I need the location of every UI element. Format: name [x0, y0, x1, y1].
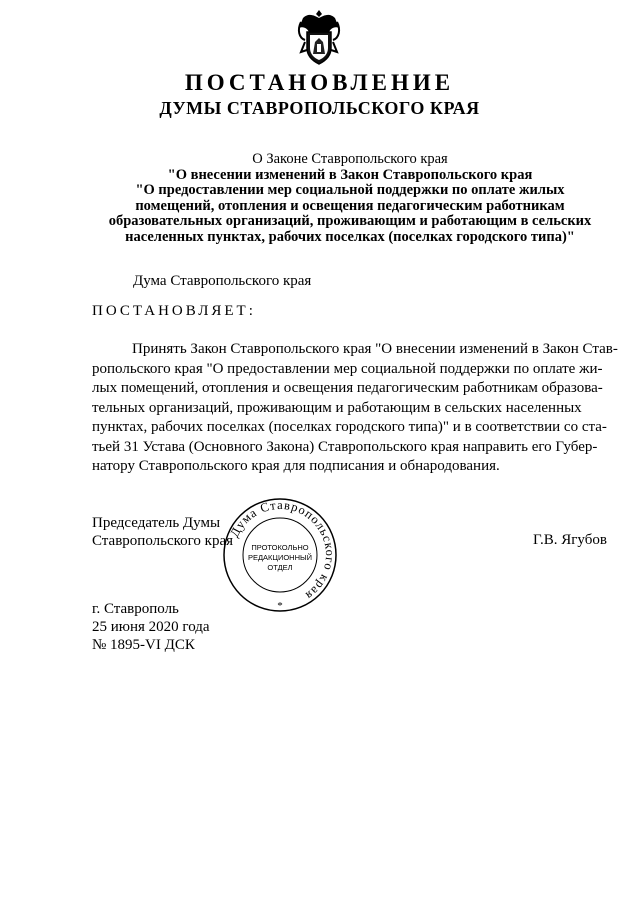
- law-title-line: "О предоставлении мер социальной поддержки по оплате жилых: [135, 182, 565, 198]
- signatory-position-line: Председатель Думы: [92, 515, 221, 531]
- stamp-ring-text: Дума Ставропольского края: [227, 497, 338, 604]
- footer-date: 25 июня 2020 года: [92, 619, 210, 635]
- footer-number: № 1895-VI ДСК: [92, 637, 195, 653]
- signatory-position: [92, 514, 233, 550]
- law-title-line: "О внесении изменений в Закон Ставропольского края: [167, 166, 533, 183]
- document-subtitle: ДУМЫ СТАВРОПОЛЬСКОГО КРАЯ: [159, 98, 480, 118]
- law-title-line: помещений, отопления и освещения педагогическим работникам: [135, 197, 565, 214]
- decree-body: [92, 340, 618, 477]
- document-title: ПОСТАНОВЛЕНИЕ: [184, 70, 455, 95]
- stamp-inner-line: ОТДЕЛ: [267, 563, 293, 572]
- body-line: тьей 31 Устава (Основного Закона) Ставропольского края направить его Губер-: [92, 438, 598, 455]
- body-line: натору Ставропольского края для подписания и обнародования.: [92, 458, 500, 474]
- signatory-position-line: Ставропольского края: [92, 533, 233, 549]
- law-title-line: населенных пунктах, рабочих поселках (поселках городского типа)": [125, 228, 575, 245]
- law-title-line: О Законе Ставропольского края: [252, 151, 448, 167]
- body-line: пунктах, рабочих поселках (поселках городского типа)" и в соответствии со ста-: [92, 419, 607, 435]
- law-title: [60, 152, 639, 245]
- official-stamp: [221, 496, 339, 614]
- decree-word: ПОСТАНОВЛЯЕТ:: [92, 303, 256, 319]
- document-footer: [92, 600, 210, 654]
- stamp-inner-line: РЕДАКЦИОННЫЙ: [247, 553, 313, 562]
- body-line: лых помещений, отопления и освещения педагогическим работникам образова-: [92, 380, 603, 396]
- stamp-inner-line: ПРОТОКОЛЬНО: [251, 543, 309, 552]
- body-line: Принять Закон Ставропольского края "О внесении изменений в Закон Став-: [132, 341, 618, 357]
- stamp-star: *: [277, 600, 283, 612]
- body-line: ропольского края "О предоставлении мер социальной поддержки по оплате жи-: [92, 360, 603, 377]
- coat-of-arms-icon: [295, 8, 343, 66]
- duma-line: Дума Ставропольского края: [133, 273, 312, 289]
- body-line: тельных организаций, проживающим и работающим в сельских населенных: [92, 399, 582, 416]
- signatory-name: Г.В. Ягубов: [533, 532, 607, 548]
- law-title-line: образовательных организаций, проживающим и работающим в сельских: [108, 213, 592, 229]
- footer-city: г. Ставрополь: [92, 601, 179, 617]
